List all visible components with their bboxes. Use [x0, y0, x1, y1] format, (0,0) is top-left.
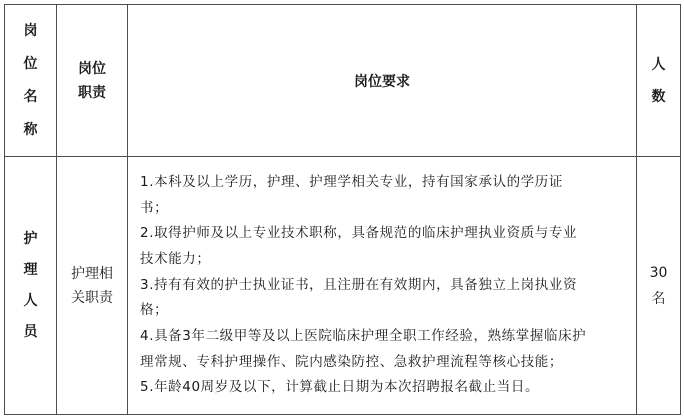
requirement-line: 3.持有有效的护士执业证书，且注册在有效期内，具备独立上岗执业资	[140, 276, 578, 293]
header-position-name-text	[5, 15, 56, 147]
header-position-name-char: 位	[23, 55, 38, 72]
job-requirements-table	[4, 4, 681, 415]
header-position-name-char: 名	[23, 88, 38, 105]
cell-headcount	[637, 157, 681, 415]
header-headcount	[637, 5, 681, 157]
headcount-number: 30	[649, 264, 668, 281]
requirement-line: 5.年龄40周岁及以下，计算截止日期为本次招聘报名截止当日。	[140, 379, 540, 396]
header-duties-text	[57, 57, 127, 105]
headcount-unit: 名	[651, 290, 666, 307]
requirement-line: 理常规、专科护理操作、院内感染防控、急救护理流程等核心技能；	[140, 353, 563, 370]
table-header-row	[5, 5, 681, 157]
position-name-char: 员	[23, 323, 38, 340]
position-name-char: 护	[23, 230, 38, 247]
headcount-text	[637, 260, 680, 312]
duties-line: 护理相	[71, 265, 113, 282]
header-position-name-char: 岗	[23, 22, 38, 39]
position-name-text	[5, 224, 56, 348]
requirement-line: 2.取得护师及以上专业技术职称，具备规范的临床护理执业资质与专业	[140, 225, 578, 242]
header-duties-line: 岗位	[78, 60, 106, 77]
requirement-line: 书；	[140, 199, 169, 216]
header-duties-line: 职责	[78, 84, 106, 101]
table-row	[5, 157, 681, 415]
header-duties	[57, 5, 128, 157]
duties-line: 关职责	[71, 289, 113, 306]
header-position-name-char: 称	[23, 121, 38, 138]
duties-text	[57, 262, 127, 310]
position-name-char: 人	[23, 292, 38, 309]
header-headcount-char: 数	[651, 88, 666, 105]
cell-requirements	[128, 157, 637, 415]
cell-duties	[57, 157, 128, 415]
requirements-list	[128, 170, 636, 401]
requirement-line: 4.具备3年二级甲等及以上医院临床护理全职工作经验，熟练掌握临床护	[140, 328, 587, 345]
requirement-line: 技术能力；	[140, 250, 211, 267]
header-headcount-text	[637, 49, 680, 113]
header-requirements: 岗位要求	[128, 5, 637, 157]
cell-position-name	[5, 157, 57, 415]
requirement-line: 1.本科及以上学历，护理、护理学相关专业，持有国家承认的学历证	[140, 173, 563, 190]
requirement-line: 格；	[140, 302, 169, 319]
position-name-char: 理	[23, 261, 38, 278]
header-position-name	[5, 5, 57, 157]
header-headcount-char: 人	[651, 56, 666, 73]
